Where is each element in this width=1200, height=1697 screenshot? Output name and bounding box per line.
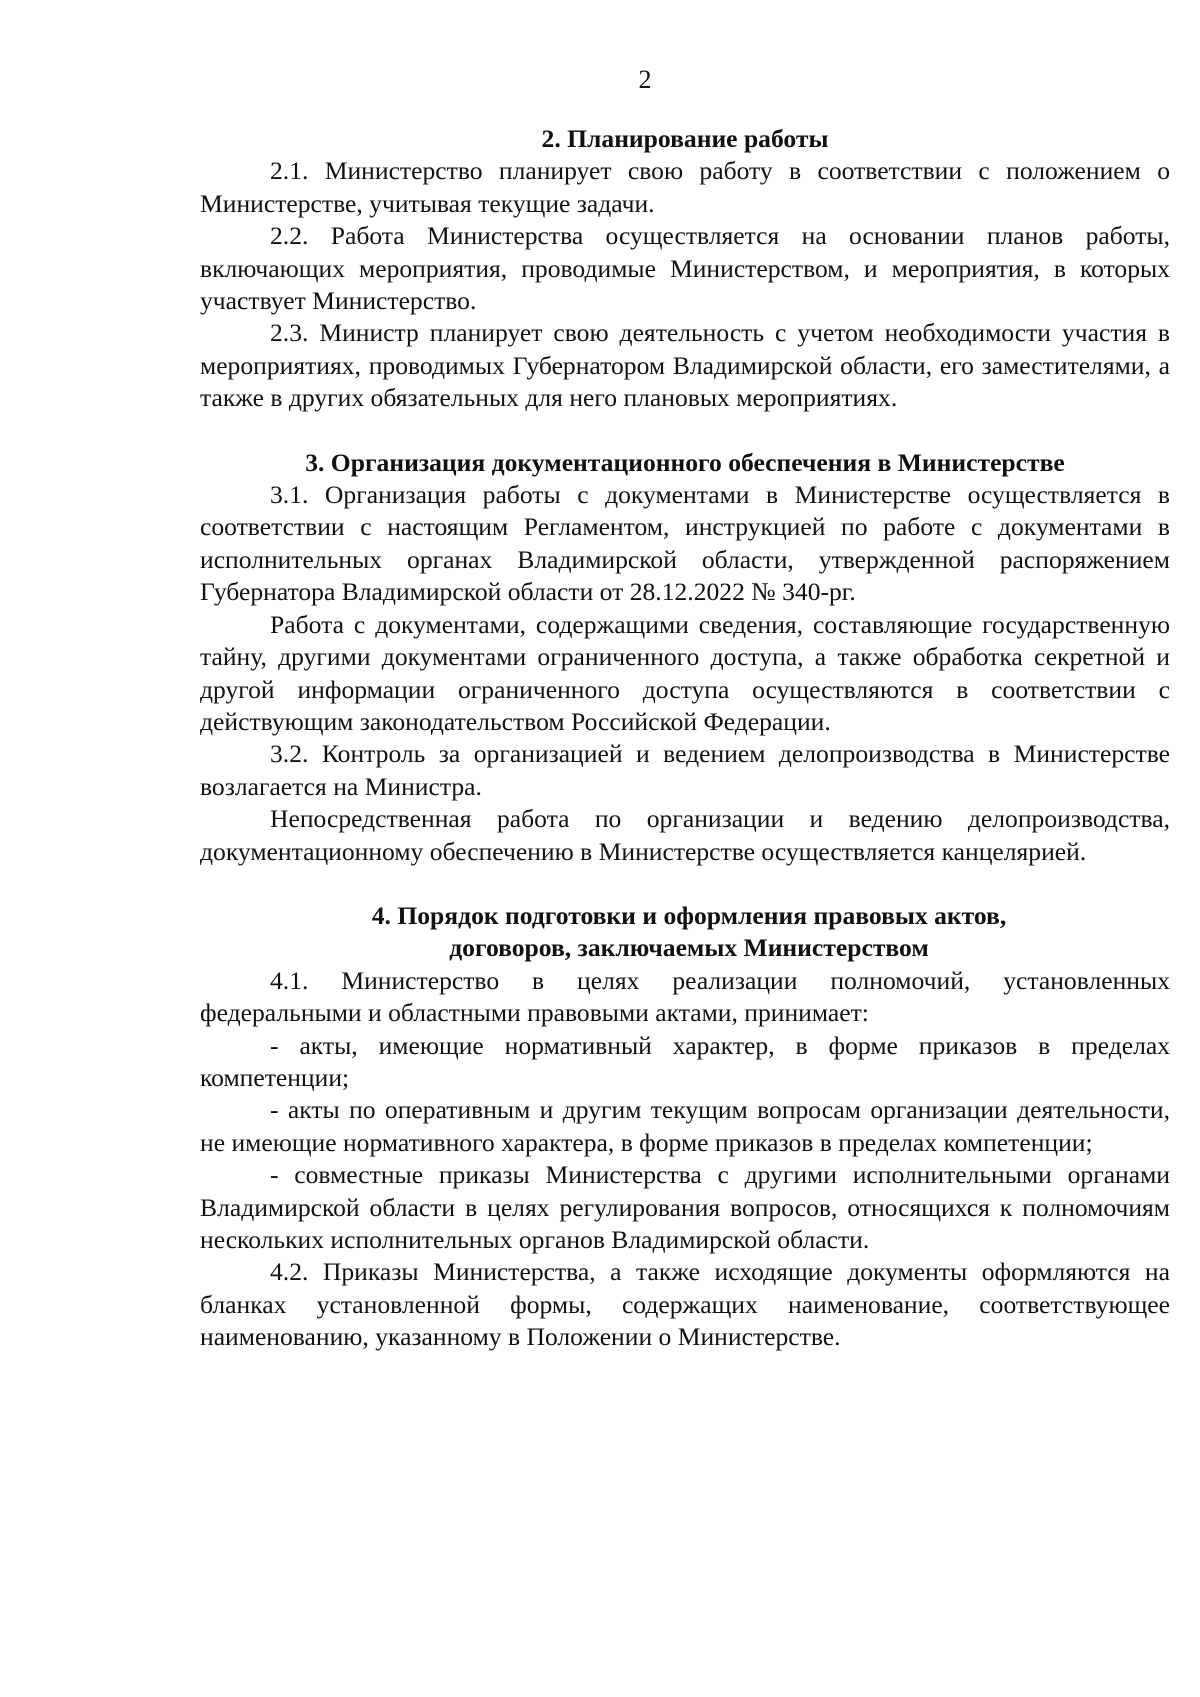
paragraph-4-2: 4.2. Приказы Министерства, а также исходящие документы оформляются на бланках установленной формы, содержащих наименование, соответствующее наименованию, указанному в Положении о Министерстве. — [200, 1257, 1170, 1352]
section-spacer — [200, 868, 1170, 900]
section-spacer — [200, 415, 1170, 447]
paragraph-2-2: 2.2. Работа Министерства осуществляется на основании планов работы, включающих мероприятия, проводимые Министерством, и мероприятия, в которых участвует Министерство. — [200, 221, 1170, 316]
section-3-heading: 3. Организация документационного обеспечения в Министерстве — [305, 447, 1065, 477]
paragraph-4-1: 4.1. Министерство в целях реализации полномочий, установленных федеральными и областными правовыми актами, принимает: — [200, 965, 1170, 1028]
list-item-normative-acts: - акты, имеющие нормативный характер, в форме приказов в пределах компетенции; — [200, 1030, 1170, 1092]
paragraph-3-2-chancellery: Непосредственная работа по организации и ведению делопроизводства, документационному обеспечению в Министерстве осуществляется канцелярией. — [200, 804, 1170, 866]
list-item-joint-orders: - совместные приказы Министерства с другими исполнительными органами Владимирской области в целях регулирования вопросов, относящихся к полномочиям нескольких исполнительных органов Владимирской области. — [200, 1160, 1170, 1254]
page-number: 2 — [638, 65, 652, 94]
paragraph-2-3: 2.3. Министр планирует свою деятельность с учетом необходимости участия в мероприятиях, проводимых Губернатором Владимирской области, его заместителями, а также в других обязательных для него плановых мероприятиях. — [200, 318, 1170, 413]
paragraph-3-1-secret: Работа с документами, содержащими сведения, составляющие государственную тайну, другими документами ограниченного доступа, а также обработка секретной и другой информации ограниченного доступа осуществляются в соответствии с действующим законодательством Российской Федерации. — [200, 609, 1170, 736]
section-4-heading-line-1: 4. Порядок подготовки и оформления правовых актов, — [371, 900, 1007, 930]
list-item-operational-acts: - акты по оперативным и другим текущим вопросам организации деятельности, не имеющие нормативного характера, в форме приказов в пределах компетенции; — [200, 1095, 1170, 1157]
paragraph-2-1: 2.1. Министерство планирует свою работу в соответствии с положением о Министерстве, учитывая текущие задачи. — [200, 156, 1170, 218]
document-body — [200, 123, 1170, 1354]
section-4-heading-line-2: договоров, заключаемых Министерством — [449, 933, 929, 963]
paragraph-3-2: 3.2. Контроль за организацией и ведением делопроизводства в Министерстве возлагается на Министра. — [200, 739, 1170, 801]
section-2-heading: 2. Планирование работы — [541, 124, 829, 153]
paragraph-3-1: 3.1. Организация работы с документами в Министерстве осуществляется в соответствии с настоящим Регламентом, инструкцией по работе с документами в исполнительных органах Владимирской области, утвержденной распоряжением Губернатора Владимирской области от 28.12.2022 № 340-рг. — [200, 480, 1170, 607]
